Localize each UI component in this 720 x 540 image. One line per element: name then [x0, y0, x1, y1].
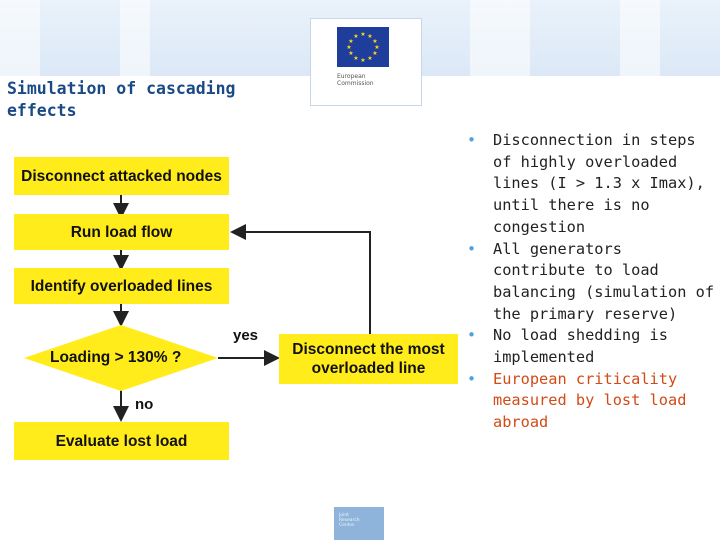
svg-text:★: ★ — [372, 38, 378, 45]
jrc-logo-icon: Joint Research Centre — [334, 507, 384, 540]
bullet-dot-icon: • — [467, 326, 477, 345]
svg-text:★: ★ — [367, 55, 373, 62]
svg-text:★: ★ — [346, 44, 352, 51]
bullet-item: • Disconnection in steps of highly overloaded lines (I > 1.3 x Imax), until there is no congestion — [467, 131, 705, 236]
yes-label: yes — [233, 327, 259, 344]
svg-text:★: ★ — [353, 55, 359, 62]
step-evaluate-lost-load: Evaluate lost load — [14, 422, 229, 460]
bullet-list — [465, 130, 715, 434]
logo-text: European Commission — [337, 73, 374, 87]
bullet-item: • All generators contribute to load balancing (simulation of the primary reserve) — [467, 239, 715, 323]
svg-text:★: ★ — [374, 44, 380, 51]
bullet-dot-icon: • — [467, 369, 477, 388]
svg-text:★: ★ — [360, 31, 366, 38]
bullet-item: • No load shedding is implemented — [467, 326, 668, 367]
step-identify-overloaded: Identify overloaded lines — [14, 268, 229, 304]
step-disconnect-most: Disconnect the most overloaded line — [279, 334, 458, 384]
svg-text:★: ★ — [348, 50, 354, 57]
bullet-item-accent: • European criticality measured by lost load abroad — [467, 369, 687, 432]
svg-text:★: ★ — [372, 50, 378, 57]
no-label: no — [135, 396, 154, 413]
decision-label: Loading > 130% ? — [50, 349, 182, 366]
step-disconnect-attacked: Disconnect attacked nodes — [14, 157, 229, 195]
svg-text:★: ★ — [360, 57, 366, 64]
svg-text:★: ★ — [348, 38, 354, 45]
svg-text:★: ★ — [367, 33, 373, 40]
bullet-dot-icon: • — [467, 131, 477, 149]
svg-text:★: ★ — [353, 33, 359, 40]
bullet-dot-icon: • — [467, 239, 477, 258]
step-run-load-flow: Run load flow — [14, 214, 229, 250]
page-title: Simulation of cascading effects — [7, 79, 236, 120]
